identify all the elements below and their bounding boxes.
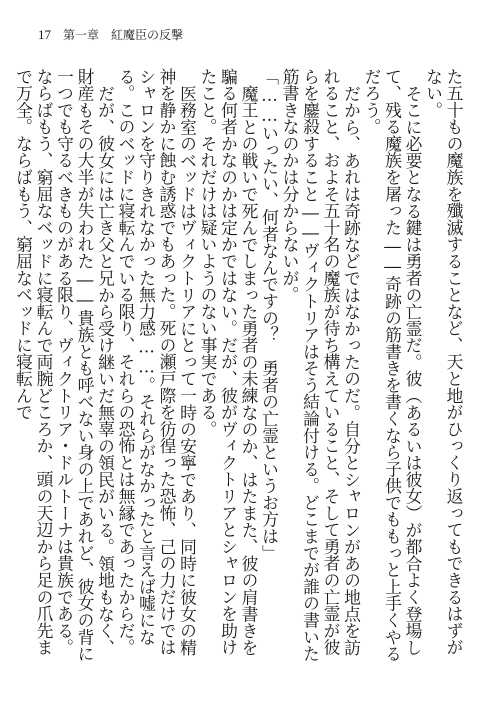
paragraph: た五十もの魔族を殲滅することなど、天と地がひっくり返ってもできるはずがない。 (423, 68, 464, 656)
chapter-title: 紅魔臣の反撃 (111, 28, 184, 42)
chapter-label: 第一章 (63, 28, 100, 42)
page-number: 17 (38, 27, 51, 42)
paragraph: そこに必要となる鍵は勇者の亡霊だ。彼（あるいは彼女）が都合よく登場して、残る魔族を屠った――奇跡の筋書きを書くなら子供でももっと上手くやるだろう。 (362, 68, 423, 663)
paragraph: 医務室のベッドはヴィクトリアにとって一時の安寧であり、同時に彼女の精神を静かに蝕む誘惑でもあった。死の瀬戸際を彷徨った恐怖、己の力だけではシャロンを守りきれなかった無力感……。それらがなかったと言えば嘘になる。このベッドに寝転んでいる限り、それらの恐怖とは無縁であったからだ。 (116, 68, 198, 656)
paragraph: だから、あれは奇跡などではなかったのだ。自分とシャロンがあの地点を訪れること、およそ五十名の魔族が待ち構えていること、そして勇者の亡霊が彼らを鏖殺すること――ヴィクトリアはそう結論付ける。どこまでが誰の書いた筋書きなのかは分からないが。 (280, 68, 362, 663)
page-header (38, 28, 183, 42)
paragraph: だが、彼女には亡き父と兄から受け継いだ無辜の領民がいる。領地もなく、財産もその大半が失われた――貴族とも呼べない身の上であれど、彼女の背に一つでも守るべきものがある限り、ヴィクトリア・ドルトーナは貴族である。ならばもう、窮屈なベッドに寝転んで両腕どころか、頭の天辺から足の爪先まで万全。ならばもう、窮屈なベッドに寝転んで (13, 68, 116, 663)
page-body (13, 68, 464, 668)
dialogue-line: 「……いったい、何者なんですの？ 勇者の亡霊というお方は」 (259, 68, 280, 562)
paragraph: 魔王との戦いで死んでしまった勇者の未練なのか、はたまた、彼の肩書きを騙る何者かなのかは定かではない。だが、彼がヴィクトリアとシャロンを助けたこと。それだけは疑いようのない事実である。 (198, 68, 259, 656)
